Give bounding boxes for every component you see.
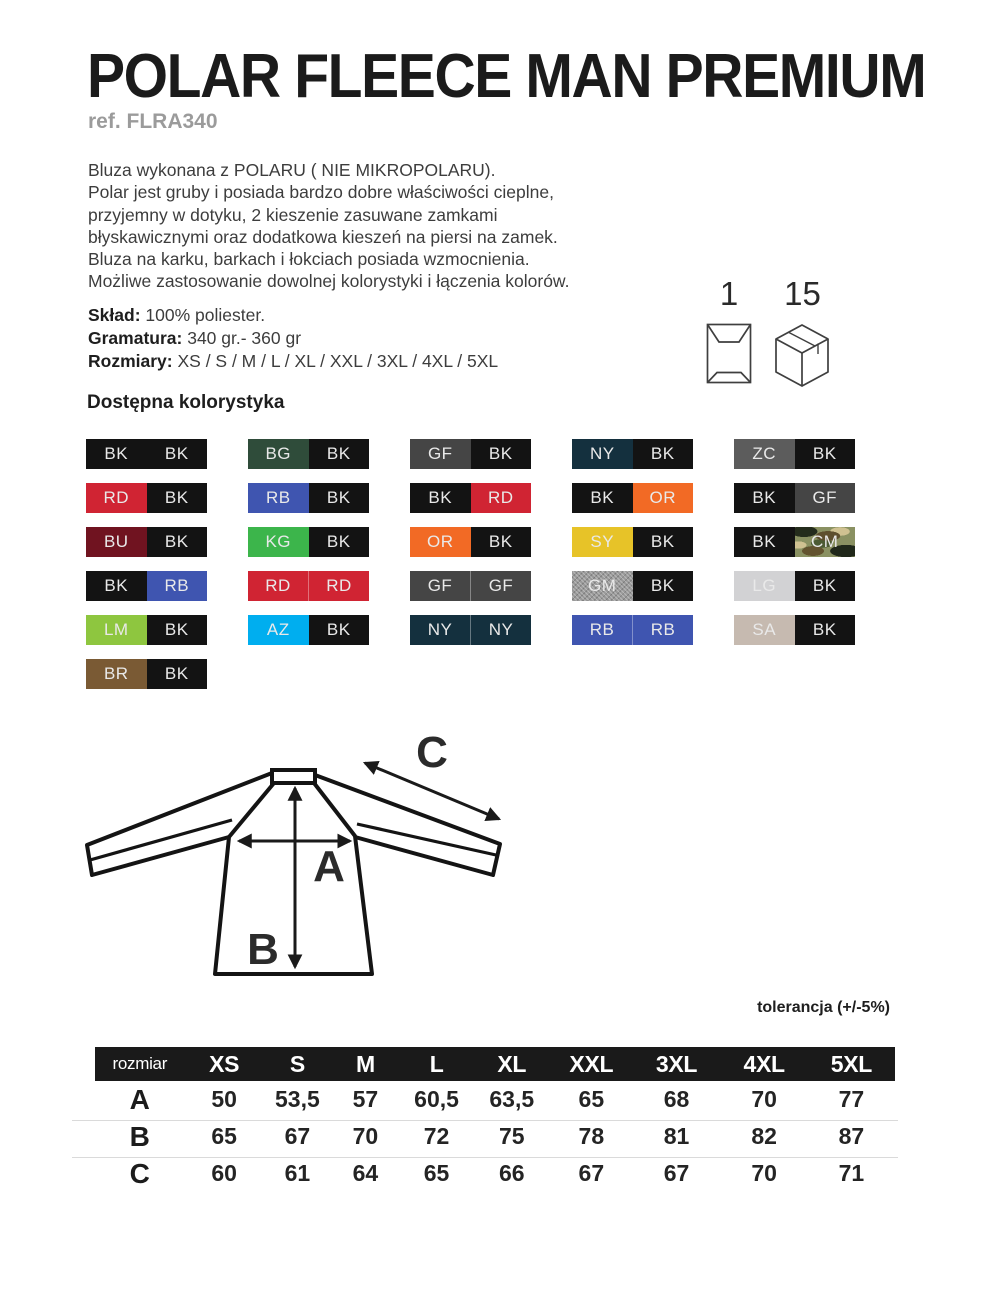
color-pair-rb-rb <box>572 615 693 645</box>
color-code: RB <box>265 488 291 507</box>
color-swatch-gf <box>471 571 531 601</box>
color-swatch-or <box>633 483 694 513</box>
color-swatch-bk <box>147 615 208 645</box>
color-code: ZC <box>752 444 777 463</box>
measurement-value: 75 <box>498 1123 525 1149</box>
size-table-row <box>95 1081 895 1118</box>
color-code: RB <box>650 620 676 639</box>
color-code: BK <box>590 488 615 507</box>
color-pair-bk-rd <box>410 483 531 513</box>
color-code: BK <box>164 620 189 639</box>
color-code: KG <box>265 532 292 551</box>
spec-label: Gramatura: <box>88 328 183 348</box>
color-code: NY <box>589 444 615 463</box>
color-swatch-gf <box>795 483 856 513</box>
garment-measurement-diagram <box>70 723 510 991</box>
color-swatch-az <box>248 615 309 645</box>
color-pair-br-bk <box>86 659 207 689</box>
color-code: NY <box>427 620 453 639</box>
color-pair-lg-bk <box>734 571 855 601</box>
color-code: GF <box>812 488 838 507</box>
color-column <box>734 439 855 689</box>
measurement-row-label: A <box>129 1083 150 1115</box>
measurement-value: 65 <box>423 1160 450 1186</box>
packaging-unit <box>706 276 752 384</box>
product-description: Bluza wykonana z POLARU ( NIE MIKROPOLARU). Polar jest gruby i posiada bardzo dobre właściwości cieplne, przyjemny w dotyku, 2 kieszenie zasuwane zamkami błyskawicznymi oraz dodatkowa kieszeń na piersi na zamek. Bluza na karku, barkach i łokciach posiada wzmocnienia. Możliwe zastosowanie dowolnej kolorystyki i łączenia kolorów. <box>88 160 570 292</box>
size-column-header: XS <box>185 1047 264 1081</box>
color-code: RD <box>487 488 514 507</box>
color-code: BG <box>265 444 292 463</box>
color-swatch-bk <box>795 439 856 469</box>
color-code: GF <box>488 576 514 595</box>
spec-sizes <box>88 350 498 373</box>
color-code: BK <box>326 488 351 507</box>
color-swatch-bk <box>309 615 370 645</box>
measurement-value: 65 <box>211 1123 237 1149</box>
color-swatch-bk <box>734 483 795 513</box>
color-swatch-lg <box>734 571 795 601</box>
color-swatch-bk <box>795 615 856 645</box>
color-swatch-gf <box>410 571 471 601</box>
jacket-left-sleeve <box>87 773 272 875</box>
color-code: BK <box>164 444 189 463</box>
color-column <box>248 439 369 689</box>
color-swatch-bk <box>633 439 694 469</box>
spec-value: 100% poliester. <box>145 305 266 325</box>
color-swatch-gf <box>410 439 471 469</box>
color-code: BK <box>752 488 777 507</box>
color-swatch-gm <box>572 571 633 601</box>
color-code: BK <box>650 532 675 551</box>
measurement-value: 65 <box>578 1086 605 1112</box>
specs-block <box>88 304 498 373</box>
color-code: OR <box>427 532 454 551</box>
packaging-info <box>706 276 831 388</box>
product-ref: ref. FLRA340 <box>88 110 218 133</box>
size-table-row <box>95 1118 895 1155</box>
table-row-divider <box>72 1157 898 1158</box>
color-pair-bk-cm <box>734 527 855 557</box>
color-code: RB <box>589 620 615 639</box>
measurement-value: 77 <box>838 1086 865 1112</box>
color-code: RB <box>164 576 190 595</box>
color-swatch-bk <box>86 439 147 469</box>
color-code: NY <box>488 620 514 639</box>
color-code: BK <box>812 444 837 463</box>
color-grid <box>86 439 855 689</box>
color-pair-bu-bk <box>86 527 207 557</box>
measurement-value: 82 <box>751 1123 777 1149</box>
color-pair-or-bk <box>410 527 531 557</box>
color-swatch-br <box>86 659 147 689</box>
measurement-row-label: B <box>129 1120 150 1152</box>
measurement-value: 57 <box>352 1086 379 1112</box>
measure-label-A: A <box>313 842 345 891</box>
measurement-value: 70 <box>751 1160 777 1186</box>
color-code: SA <box>752 620 777 639</box>
color-pair-sy-bk <box>572 527 693 557</box>
color-swatch-bk <box>86 571 147 601</box>
spec-weight <box>88 327 498 350</box>
page-title: POLAR FLEECE MAN PREMIUM <box>87 42 926 111</box>
color-swatch-bk <box>147 483 208 513</box>
color-swatch-bu <box>86 527 147 557</box>
unit-count: 1 <box>719 275 739 312</box>
measurement-value: 70 <box>352 1123 379 1149</box>
packaging-carton <box>774 276 831 388</box>
measurement-value: 67 <box>663 1160 690 1186</box>
color-code: BK <box>812 576 837 595</box>
measurement-value: 67 <box>578 1160 605 1186</box>
measurement-value: 61 <box>284 1160 311 1186</box>
color-code: BK <box>104 444 129 463</box>
color-pair-bk-or <box>572 483 693 513</box>
table-row-divider <box>72 1120 898 1121</box>
spec-label: Skład: <box>88 305 141 325</box>
color-swatch-bk <box>309 483 370 513</box>
measurement-value: 81 <box>663 1123 690 1149</box>
color-pair-gf-gf <box>410 571 531 601</box>
measurement-value: 63,5 <box>489 1086 535 1112</box>
color-pair-rb-bk <box>248 483 369 513</box>
color-pair-bk-gf <box>734 483 855 513</box>
size-column-header: 5XL <box>808 1047 895 1081</box>
color-code: LG <box>752 576 777 595</box>
tolerance-note: tolerancja (+/-5%) <box>757 999 890 1016</box>
jacket-right-sleeve-seam <box>357 824 496 855</box>
color-swatch-bk <box>471 527 532 557</box>
size-table-header <box>95 1047 895 1081</box>
measurement-row-label: C <box>129 1157 150 1189</box>
jacket-collar <box>272 770 315 783</box>
measurement-value: 67 <box>284 1123 311 1149</box>
color-swatch-rb <box>248 483 309 513</box>
spec-value: 340 gr.- 360 gr <box>187 328 302 348</box>
color-code: BK <box>428 488 453 507</box>
color-swatch-sa <box>734 615 795 645</box>
color-code: BK <box>164 488 189 507</box>
spec-label: Rozmiary: <box>88 351 173 371</box>
color-code: BK <box>650 444 675 463</box>
color-code: BK <box>326 620 351 639</box>
color-code: BR <box>103 664 129 683</box>
measurement-value: 60,5 <box>414 1086 459 1112</box>
size-column-header: 3XL <box>633 1047 721 1081</box>
color-pair-bk-rb <box>86 571 207 601</box>
size-column-header: 4XL <box>721 1047 808 1081</box>
color-swatch-rb <box>572 615 633 645</box>
color-code: RD <box>103 488 130 507</box>
spec-value: XS / S / M / L / XL / XXL / 3XL / 4XL / 5XL <box>177 351 499 371</box>
colors-heading: Dostępna kolorystyka <box>87 392 285 413</box>
measurement-value: 53,5 <box>274 1086 320 1112</box>
color-swatch-ny <box>410 615 471 645</box>
color-swatch-bk <box>471 439 532 469</box>
color-code: BK <box>488 532 513 551</box>
size-column-header: M <box>331 1047 400 1081</box>
color-swatch-sy <box>572 527 633 557</box>
carton-box-icon <box>774 323 831 388</box>
color-pair-gf-bk <box>410 439 531 469</box>
color-swatch-bk <box>572 483 633 513</box>
color-column <box>410 439 531 689</box>
carton-count: 15 <box>784 275 821 312</box>
measurement-value: 72 <box>423 1123 450 1149</box>
color-swatch-kg <box>248 527 309 557</box>
color-swatch-rb <box>147 571 208 601</box>
measurement-value: 60 <box>211 1160 237 1186</box>
size-column-header: XL <box>473 1047 550 1081</box>
color-swatch-bk <box>147 527 208 557</box>
color-code: GF <box>427 444 453 463</box>
color-code: BK <box>164 532 189 551</box>
measure-label-B: B <box>247 925 279 974</box>
size-table-header-row <box>95 1047 895 1081</box>
color-pair-ny-ny <box>410 615 531 645</box>
spec-composition <box>88 304 498 327</box>
color-pair-gm-bk <box>572 571 693 601</box>
color-swatch-bk <box>309 439 370 469</box>
color-swatch-bk <box>147 439 208 469</box>
color-swatch-bk <box>147 659 208 689</box>
color-swatch-lm <box>86 615 147 645</box>
measurement-value: 50 <box>211 1086 237 1112</box>
color-pair-az-bk <box>248 615 369 645</box>
color-swatch-bk <box>410 483 471 513</box>
color-pair-rd-bk <box>86 483 207 513</box>
color-code: CM <box>811 532 839 551</box>
color-code: RD <box>326 576 352 595</box>
color-pair-kg-bk <box>248 527 369 557</box>
color-swatch-bk <box>633 527 694 557</box>
color-pair-rd-rd <box>248 571 369 601</box>
color-code: BK <box>164 664 189 683</box>
size-table-row <box>95 1155 895 1192</box>
color-code: RD <box>265 576 291 595</box>
color-code: BK <box>326 444 351 463</box>
color-swatch-bg <box>248 439 309 469</box>
size-column-header: L <box>400 1047 474 1081</box>
color-pair-lm-bk <box>86 615 207 645</box>
color-pair-bg-bk <box>248 439 369 469</box>
color-code: BU <box>103 532 129 551</box>
size-column-header: XXL <box>550 1047 632 1081</box>
color-code: BK <box>488 444 513 463</box>
color-swatch-ny <box>471 615 531 645</box>
color-swatch-cm <box>795 527 856 557</box>
color-code: AZ <box>266 620 290 639</box>
color-pair-ny-bk <box>572 439 693 469</box>
color-code: BK <box>104 576 129 595</box>
color-swatch-bk <box>309 527 370 557</box>
measurement-value: 78 <box>578 1123 605 1149</box>
color-swatch-bk <box>734 527 795 557</box>
color-code: GM <box>588 576 617 595</box>
measurement-value: 71 <box>838 1160 865 1186</box>
color-pair-sa-bk <box>734 615 855 645</box>
color-code: GF <box>427 576 453 595</box>
color-swatch-or <box>410 527 471 557</box>
color-swatch-ny <box>572 439 633 469</box>
color-column <box>86 439 207 689</box>
color-swatch-rd <box>86 483 147 513</box>
color-pair-bk-bk <box>86 439 207 469</box>
measurement-value: 70 <box>751 1086 777 1112</box>
color-code: BK <box>326 532 351 551</box>
measure-label-C: C <box>416 728 448 777</box>
color-column <box>572 439 693 689</box>
size-column-header: S <box>264 1047 331 1081</box>
color-code: BK <box>812 620 837 639</box>
measurement-value: 87 <box>838 1123 865 1149</box>
color-swatch-bk <box>633 571 694 601</box>
color-code: LM <box>103 620 129 639</box>
color-pair-zc-bk <box>734 439 855 469</box>
color-code: BK <box>650 576 675 595</box>
measurement-value: 64 <box>352 1160 379 1186</box>
color-swatch-rd <box>471 483 532 513</box>
color-swatch-zc <box>734 439 795 469</box>
polybag-icon <box>706 323 752 384</box>
size-table-corner-label: rozmiar <box>95 1047 185 1081</box>
color-swatch-rd <box>309 571 369 601</box>
color-swatch-rd <box>248 571 309 601</box>
color-code: SY <box>590 532 615 551</box>
color-code: OR <box>649 488 676 507</box>
size-table-body <box>95 1081 895 1192</box>
measurement-value: 66 <box>498 1160 525 1186</box>
measurement-value: 68 <box>663 1086 690 1112</box>
color-swatch-rb <box>633 615 693 645</box>
color-code: BK <box>752 532 777 551</box>
color-swatch-bk <box>795 571 856 601</box>
